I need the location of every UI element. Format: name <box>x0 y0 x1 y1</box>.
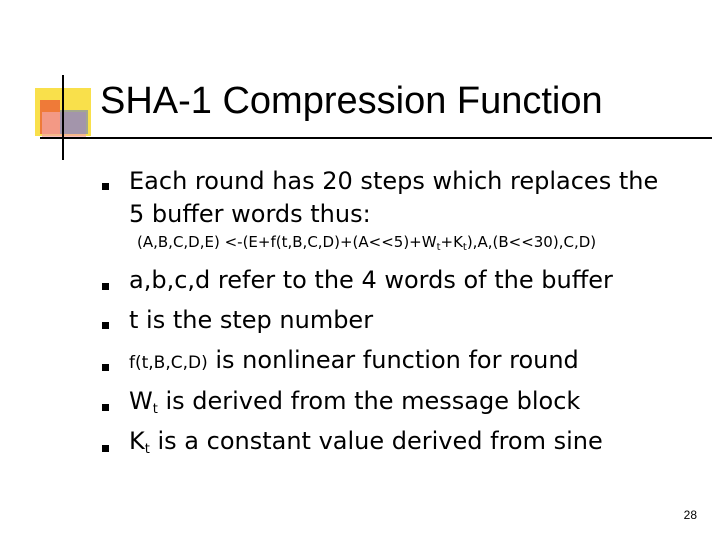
formula-part-3: ),A,(B<<30),C,D) <box>466 233 597 251</box>
bullet-text-line-2: 5 buffer words thus: <box>129 200 371 228</box>
formula-part-1: (A,B,C,D,E) <-(E+f(t,B,C,D)+(A<<5)+W <box>137 233 437 251</box>
bullet-marker <box>102 364 109 371</box>
step-number-text: t is the step number <box>129 306 374 334</box>
function-description: is nonlinear function for round <box>207 346 579 374</box>
constant-text <box>129 426 603 465</box>
bullet-text-line-1: Each round has 20 steps which replaces the <box>129 167 659 195</box>
k-letter: K <box>129 427 145 455</box>
formula-line <box>137 233 596 253</box>
function-text <box>129 345 579 378</box>
formula-subscript-w: t <box>436 242 441 253</box>
bullet-marker <box>102 183 109 190</box>
message-word-text <box>129 386 580 425</box>
page-number: 28 <box>683 508 697 522</box>
buffer-words-text: a,b,c,d refer to the 4 words of the buffer <box>129 266 613 294</box>
formula-subscript-k: t <box>462 242 467 253</box>
formula-part-2: +K <box>440 233 463 251</box>
function-signature: f(t,B,C,D) <box>129 353 208 373</box>
w-letter: W <box>129 387 153 415</box>
bullet-marker <box>102 322 109 329</box>
k-description: is a constant value derived from sine <box>149 427 603 455</box>
bullet-marker <box>102 445 109 452</box>
w-subscript: t <box>152 402 158 417</box>
deco-blue-block <box>60 110 88 134</box>
bullet-marker <box>102 283 109 290</box>
w-description: is derived from the message block <box>157 387 581 415</box>
k-subscript: t <box>144 442 150 457</box>
bullet-marker <box>102 404 109 411</box>
slide-title: SHA-1 Compression Function <box>100 80 603 122</box>
